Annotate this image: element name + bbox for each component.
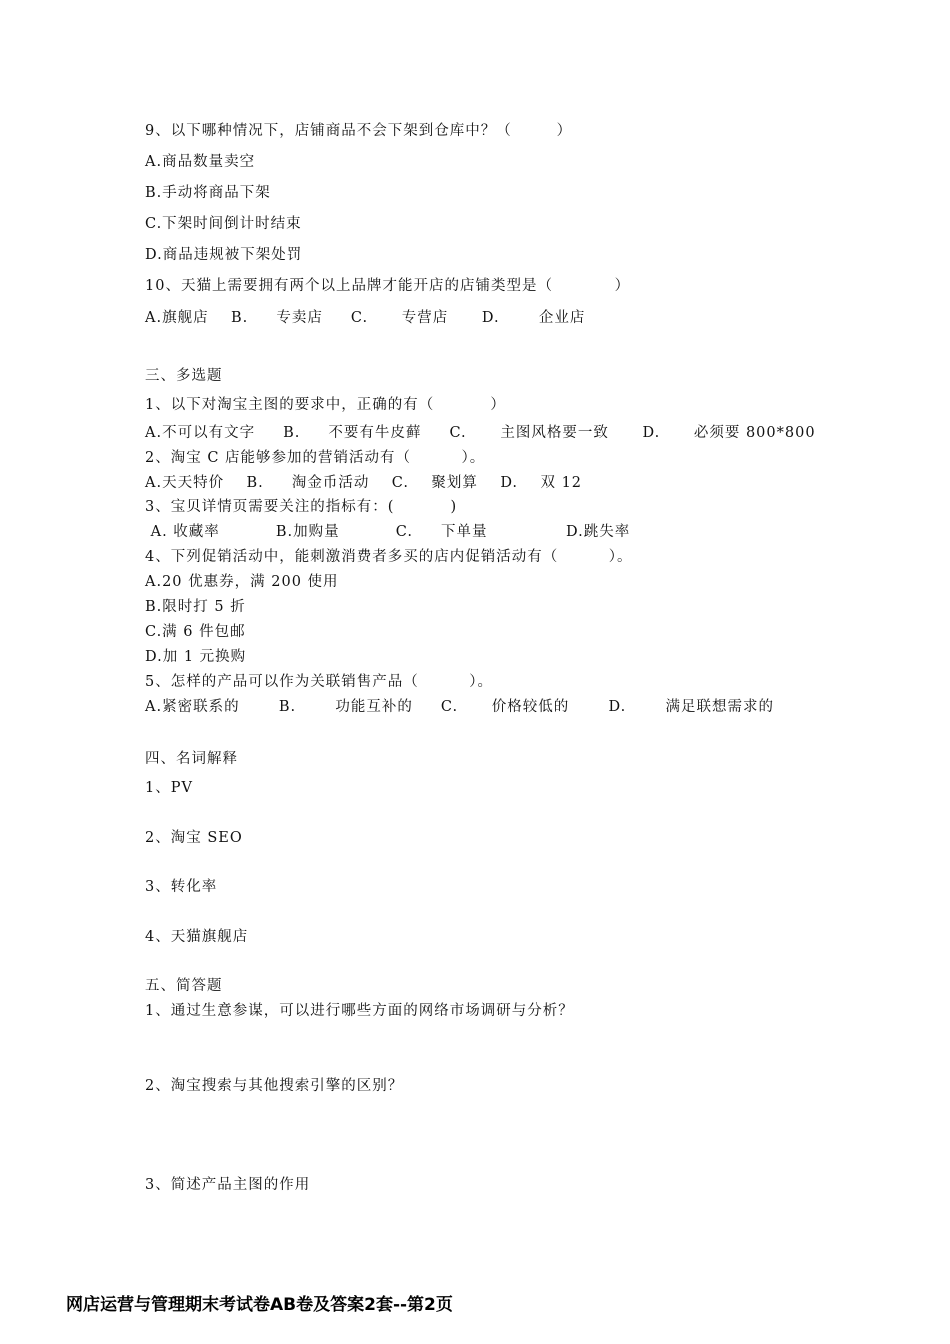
question-9-stem: 9、以下哪种情况下，店铺商品不会下架到仓库中？（ ） [145, 123, 573, 139]
multi-question-5-options: A.紧密联系的 B. 功能互补的 C. 价格较低的 D. 满足联想需求的 [145, 699, 775, 715]
question-10-stem: 10、天猫上需要拥有两个以上品牌才能开店的店铺类型是（ ） [145, 278, 631, 294]
term-item-3: 3、转化率 [145, 879, 218, 895]
multi-question-4-stem: 4、下列促销活动中，能刺激消费者多买的店内促销活动有（ ）。 [145, 549, 633, 565]
multi-question-2-stem: 2、淘宝 C 店能够参加的营销活动有（ ）。 [145, 450, 486, 466]
section-heading-multi-choice: 三、多选题 [145, 368, 223, 384]
section-heading-short-answer: 五、简答题 [145, 978, 223, 994]
term-item-1: 1、PV [145, 780, 193, 796]
multi-question-2-options: A.天天特价 B. 淘金币活动 C. 聚划算 D. 双 12 [145, 475, 583, 491]
section-heading-terms: 四、名词解释 [145, 751, 238, 767]
multi-question-4-option-b: B.限时打 5 折 [145, 599, 246, 615]
question-10-options: A.旗舰店 B. 专卖店 C. 专营店 D. 企业店 [145, 310, 586, 326]
question-9-option-a: A.商品数量卖空 [145, 154, 256, 170]
short-answer-item-1: 1、通过生意参谋，可以进行哪些方面的网络市场调研与分析？ [145, 1003, 574, 1019]
short-answer-item-2: 2、淘宝搜索与其他搜索引擎的区别？ [145, 1078, 404, 1094]
multi-question-4-option-c: C.满 6 件包邮 [145, 624, 246, 640]
term-item-2: 2、淘宝 SEO [145, 830, 243, 846]
question-9-option-b: B.手动将商品下架 [145, 185, 271, 201]
multi-question-3-options: A. 收藏率 B.加购量 C. 下单量 D.跳失率 [145, 524, 631, 540]
question-9-option-c: C.下架时间倒计时结束 [145, 216, 302, 232]
multi-question-5-stem: 5、怎样的产品可以作为关联销售产品（ ）。 [145, 674, 493, 690]
term-item-4: 4、天猫旗舰店 [145, 929, 249, 945]
multi-question-3-stem: 3、宝贝详情页需要关注的指标有：( ) [145, 499, 458, 515]
question-9-option-d: D.商品违规被下架处罚 [145, 247, 303, 263]
multi-question-1-options: A.不可以有文字 B. 不要有牛皮藓 C. 主图风格要一致 D. 必须要 800*800 [145, 425, 816, 441]
multi-question-4-option-d: D.加 1 元换购 [145, 649, 247, 665]
multi-question-4-option-a: A.20 优惠券，满 200 使用 [145, 574, 339, 590]
multi-question-1-stem: 1、以下对淘宝主图的要求中，正确的有（ ） [145, 397, 506, 413]
short-answer-item-3: 3、简述产品主图的作用 [145, 1177, 311, 1193]
page-footer: 网店运营与管理期末考试卷AB卷及答案2套--第2页 [66, 1295, 453, 1315]
